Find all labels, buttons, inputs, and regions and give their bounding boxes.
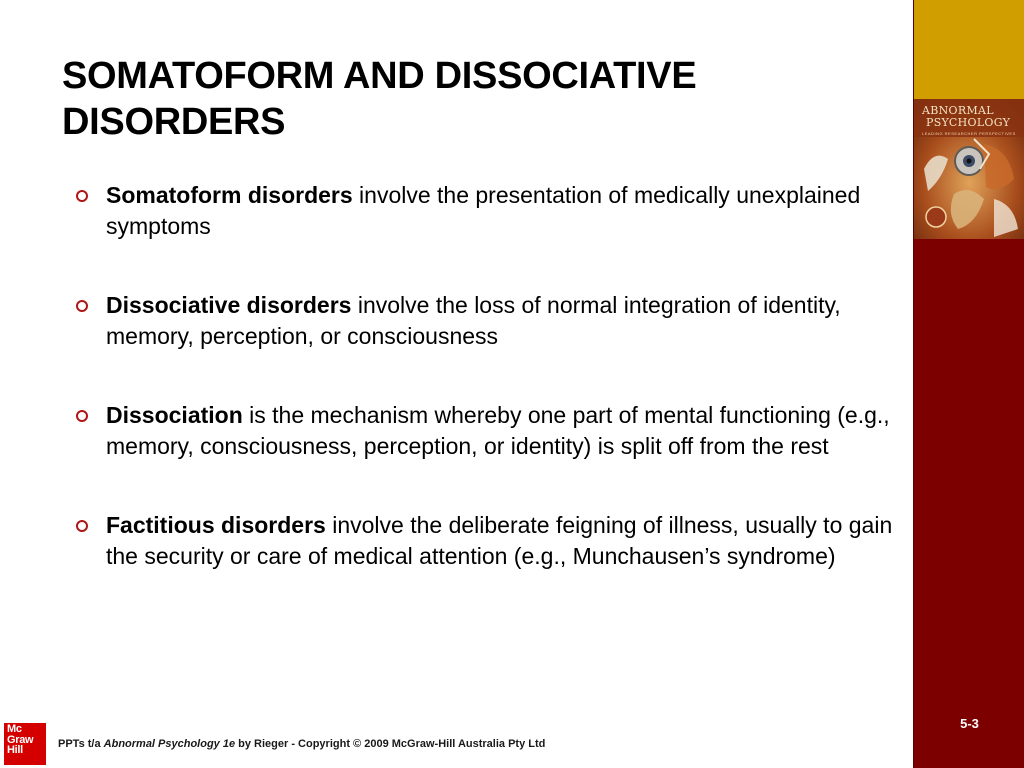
bullet-text: is the mechanism whereby one part of mental functioning (e.g., memory, consciousness, perception, or identity) is split off from the rest xyxy=(106,402,890,459)
bullet-circle-icon xyxy=(76,190,88,202)
footer-copyright: PPTs t/a Abnormal Psychology 1e by Rieger - Copyright © 2009 McGraw-Hill Australia Pty Ltd xyxy=(58,738,546,750)
list-item xyxy=(74,510,894,572)
mcgraw-hill-logo: Mc Graw Hill xyxy=(4,723,46,765)
book-subtitle: LEADING RESEARCHER PERSPECTIVES xyxy=(922,131,1016,136)
bullet-list xyxy=(74,180,894,620)
bullet-circle-icon xyxy=(76,300,88,312)
bullet-text: involve the presentation of medically unexplained symptoms xyxy=(106,182,861,239)
book-title: ABNORMAL PSYCHOLOGY xyxy=(922,104,1011,129)
slide-title: SOMATOFORM AND DISSOCIATIVE DISORDERS xyxy=(62,55,697,143)
slide-number: 5-3 xyxy=(960,716,979,731)
right-band xyxy=(913,0,1024,768)
band-gold-block xyxy=(914,0,1024,99)
bullet-term: Dissociation xyxy=(106,402,243,428)
bullet-term: Somatoform disorders xyxy=(106,182,353,208)
bullet-text: involve the deliberate feigning of illness, usually to gain the security or care of medical attention (e.g., Munchausen’s syndrome) xyxy=(106,512,893,569)
bullet-circle-icon xyxy=(76,410,88,422)
bullet-term: Factitious disorders xyxy=(106,512,326,538)
bullet-term: Dissociative disorders xyxy=(106,292,352,318)
book-cover xyxy=(914,99,1024,239)
bullet-circle-icon xyxy=(76,520,88,532)
list-item xyxy=(74,180,894,242)
bullet-text: involve the loss of normal integration of identity, memory, perception, or consciousness xyxy=(106,292,841,349)
list-item xyxy=(74,290,894,352)
list-item xyxy=(74,400,894,462)
